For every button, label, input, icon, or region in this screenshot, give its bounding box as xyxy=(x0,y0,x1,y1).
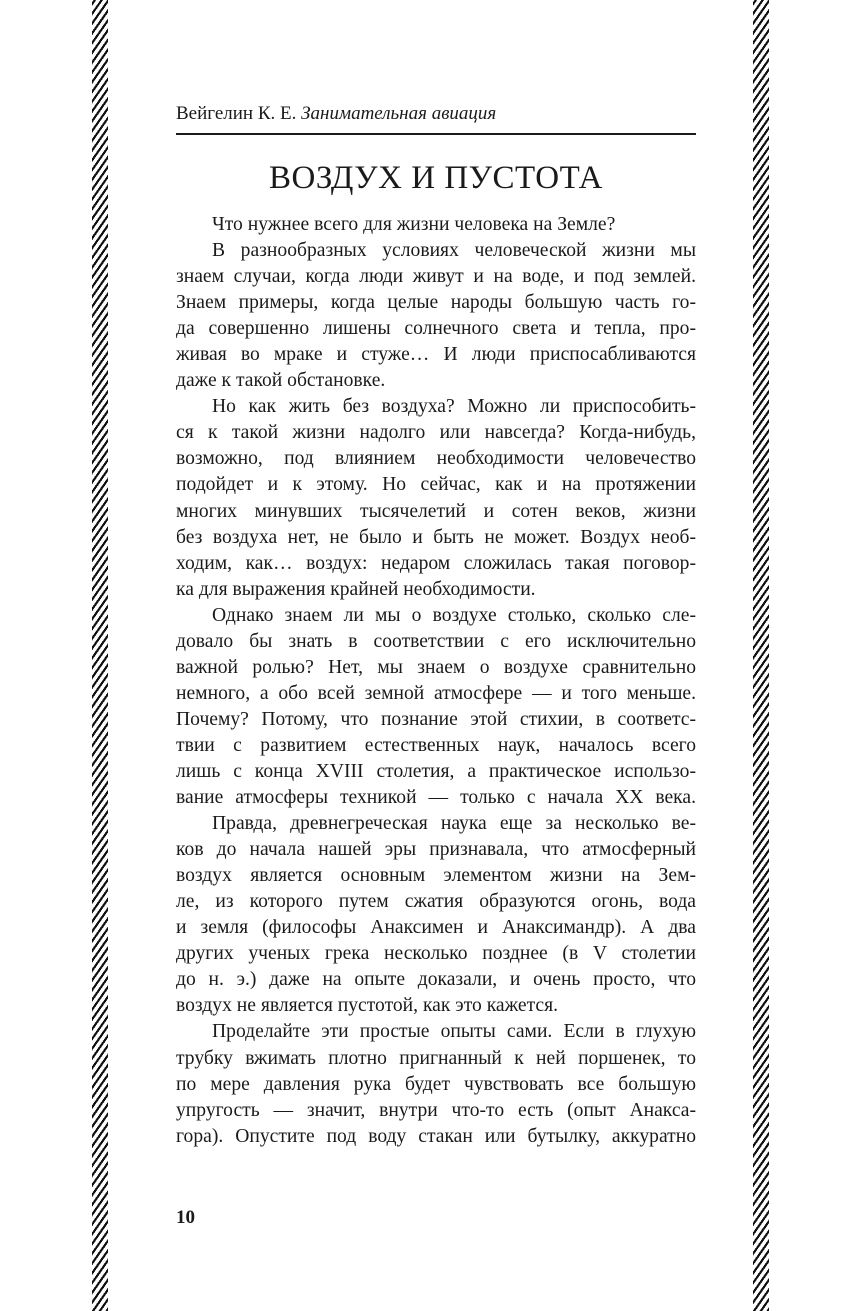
text-line: ходим, как… воздух: недаром сложилась такая поговор- xyxy=(176,552,696,574)
text-line: знаем случаи, когда люди живут и на воде, и под землей. xyxy=(176,266,696,288)
text-line: подойдет и к этому. Но сейчас, как и на протяжении xyxy=(176,474,696,496)
text-line: ся к такой жизни надолго или навсегда? Когда-нибудь, xyxy=(176,422,696,444)
body-text xyxy=(176,212,696,1150)
running-head-author: Вейгелин К. Е. xyxy=(176,103,297,124)
text-line: других ученых грека несколько позднее (в V столетии xyxy=(176,943,696,965)
text-line: ле, из которого путем сжатия образуются огонь, вода xyxy=(176,891,696,913)
text-line: вание атмосферы техникой — только с начала XX века. xyxy=(176,787,696,809)
chapter-title: ВОЗДУХ И ПУСТОТА xyxy=(269,160,603,196)
text-line: В разнообразных условиях человеческой жизни мы xyxy=(212,240,696,262)
text-line: лишь с конца XVIII столетия, а практическое использо- xyxy=(176,760,696,782)
right-page-border xyxy=(753,0,769,1311)
header-rule xyxy=(176,133,696,135)
text-line: Знаем примеры, когда целые народы большую часть го- xyxy=(176,292,696,314)
text-line: Что нужнее всего для жизни человека на Земле? xyxy=(212,214,616,235)
text-line: Проделайте эти простые опыты сами. Если в глухую xyxy=(212,1021,696,1043)
text-line: воздух является основным элементом жизни на Зем- xyxy=(176,865,696,887)
text-line: воздух не является пустотой, как это кажется. xyxy=(176,995,559,1017)
left-page-border xyxy=(92,0,108,1311)
text-line: довало бы знать в соответствии с его исключительно xyxy=(176,630,696,652)
text-line: упругость — значит, внутри что-то есть (опыт Анакса- xyxy=(176,1099,696,1121)
text-line: гора). Опустите под воду стакан или бутылку, аккуратно xyxy=(176,1125,696,1147)
running-head xyxy=(176,102,696,126)
text-line: да совершенно лишены солнечного света и тепла, про- xyxy=(176,318,696,340)
page-number: 10 xyxy=(176,1207,195,1228)
text-line: по мере давления рука будет чувствовать все большую xyxy=(176,1073,696,1095)
text-line: до н. э.) даже на опыте доказали, и очень просто, что xyxy=(176,969,696,991)
text-line: Почему? Потому, что познание этой стихии, в соответс- xyxy=(176,708,696,730)
text-line: и земля (философы Анаксимен и Анаксимандр). А два xyxy=(176,917,696,939)
text-line: Правда, древнегреческая наука еще за несколько ве- xyxy=(212,813,696,835)
text-line: ка для выражения крайней необходимости. xyxy=(176,578,536,600)
text-line: возможно, под влиянием необходимости человечество xyxy=(176,448,696,470)
text-line: важной ролью? Нет, мы знаем о воздухе сравнительно xyxy=(176,656,696,678)
text-line: трубку вжимать плотно пригнанный к ней поршенек, то xyxy=(176,1047,696,1069)
text-line: многих минувших тысячелетий и сотен веков, жизни xyxy=(176,500,696,522)
text-line: твии с развитием естественных наук, началось всего xyxy=(176,734,696,756)
running-head-title: Занимательная авиация xyxy=(301,103,497,124)
text-line: немного, а обо всей земной атмосфере — и того меньше. xyxy=(176,682,696,704)
text-line: без воздуха нет, не было и быть не может. Воздух необ- xyxy=(176,526,696,548)
text-line: Но как жить без воздуха? Можно ли приспособить- xyxy=(212,396,696,418)
text-line: даже к такой обстановке. xyxy=(176,370,386,392)
text-line: ков до начала нашей эры признавала, что атмосферный xyxy=(176,839,696,861)
text-line: живая во мраке и стуже… И люди приспосабливаются xyxy=(176,344,696,366)
text-line: Однако знаем ли мы о воздухе столько, сколько сле- xyxy=(212,604,696,626)
